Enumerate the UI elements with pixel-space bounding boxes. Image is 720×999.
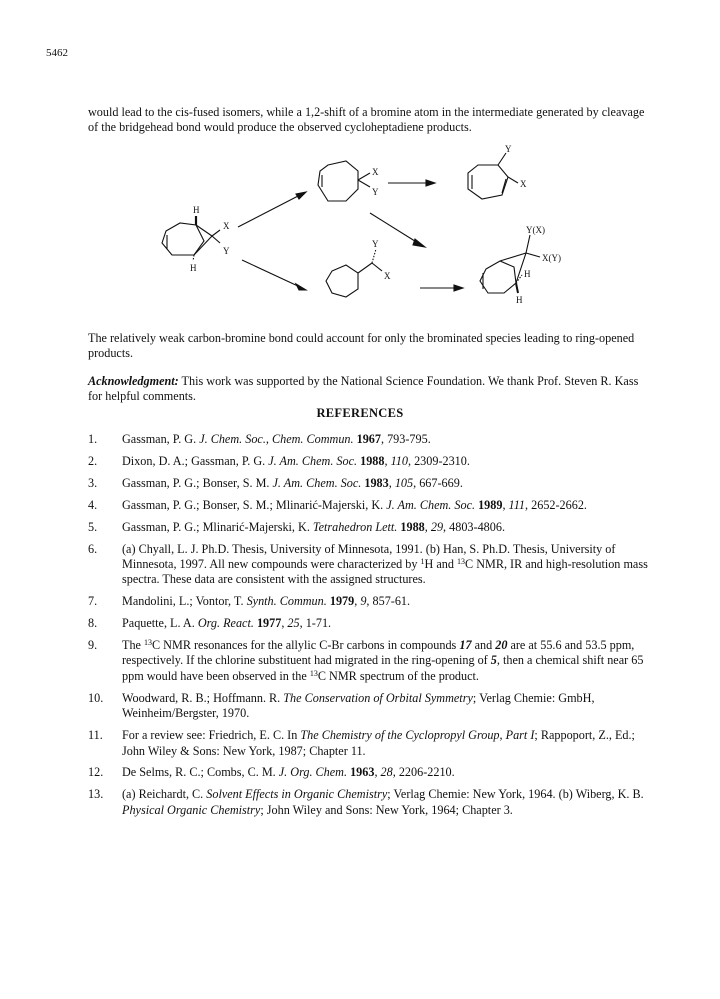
reference-11: 11. For a review see: Friedrich, E. C. In The Chemistry of the Cyclopropyl Group, Part I; Rappoport, Z., Ed.; John Wiley & Sons: New York, 1987; Chapter 11. xyxy=(88,728,635,758)
lower-product-h2-label: H xyxy=(516,295,523,305)
starting-compound xyxy=(162,216,220,261)
acknowledgment-heading: Acknowledgment: xyxy=(88,374,179,388)
reference-4: 4. Gassman, P. G.; Bonser, S. M.; Mlinarić-Majerski, K. J. Am. Chem. Soc. 1989, 111, 2652-2662. xyxy=(88,497,587,512)
page-number: 5462 xyxy=(46,47,68,59)
start-x-label: X xyxy=(223,221,230,231)
references-heading: REFERENCES xyxy=(316,406,404,420)
lower-product-h1-label: H xyxy=(524,269,531,279)
upper-y-label: Y xyxy=(372,187,379,197)
paragraph-bond: The relatively weak carbon-bromine bond could account for only the brominated species leading to ring-opened products. xyxy=(88,331,635,361)
upper-intermediate xyxy=(318,161,370,201)
lower-x-label: X xyxy=(384,271,391,281)
upper-product-x-label: X xyxy=(520,179,527,189)
reference-1: 1. Gassman, P. G. J. Chem. Soc., Chem. Commun. 1967, 793-795. xyxy=(88,432,431,446)
reference-7: 7. Mandolini, L.; Vontor, T. Synth. Commun. 1979, 9, 857-61. xyxy=(88,594,411,609)
reference-13: 13. (a) Reichardt, C. Solvent Effects in Organic Chemistry; Verlag Chemie: New York, 1964. (b) Wiberg, K. B. Physical Organic Chemistry; John Wiley and Sons: New York, 1964; Chapter 3. xyxy=(88,787,644,817)
paragraph-intro: would lead to the cis-fused isomers, while a 1,2-shift of a bromine atom in the intermediate generated by cleavage of the bridgehead bond would produce the observed cycloheptadiene products. xyxy=(88,105,645,135)
lower-y-label: Y xyxy=(372,239,379,249)
reference-5: 5. Gassman, P. G.; Mlinarić-Majerski, K. Tetrahedron Lett. 1988, 29, 4803-4806. xyxy=(88,519,505,534)
upper-product-y-label: Y xyxy=(505,144,512,154)
reference-12: 12. De Selms, R. C.; Combs, C. M. J. Org. Chem. 1963, 28, 2206-2210. xyxy=(88,765,455,780)
reference-9: 9. The $^{13}$C NMR resonances for the allylic C-Br carbons in compounds 17 and 20 are at 55.6 and 53.5 ppm, respectively. If the chlorine substituent had migrated in the ring-opening of 5, then a chemical shift near 65 ppm would have been observed in the $^{13}$C NMR spectrum of the product. xyxy=(88,638,644,683)
start-y-label: Y xyxy=(223,246,230,256)
acknowledgment-text: This work was supported by the National Science Foundation. We thank Prof. Steven R. Kass for helpful comments. xyxy=(88,374,639,404)
lower-intermediate xyxy=(326,249,382,297)
lower-product-xy-label: X(Y) xyxy=(542,253,561,263)
start-h-bottom-label: H xyxy=(190,263,197,273)
references-list xyxy=(88,432,658,825)
reference-3: 3. Gassman, P. G.; Bonser, S. M. J. Am. Chem. Soc. 1983, 105, 667-669. xyxy=(88,475,463,490)
start-h-top-label: H xyxy=(193,205,200,215)
lower-product-yx-label: Y(X) xyxy=(526,225,545,235)
reference-8: 8. Paquette, L. A. Org. React. 1977, 25, 1-71. xyxy=(88,616,332,631)
upper-product xyxy=(468,153,518,199)
lower-product xyxy=(480,235,540,293)
reference-10: 10. Woodward, R. B.; Hoffmann. R. The Conservation of Orbital Symmetry; Verlag Chemie: GmbH, Weinheim/Bergster, 1970. xyxy=(88,690,595,721)
reference-6: 6. (a) Chyall, L. J. Ph.D. Thesis, University of Minnesota, 1991. (b) Han, S. Ph.D. Thesis, University of Minnesota, 1997. All new compounds were characterized by $^1$H and $^{13}$C NMR, IR and high-resolution mass spectra. These data are consistent with the assigned structures. xyxy=(88,541,648,587)
reference-2: 2. Dixon, D. A.; Gassman, P. G. J. Am. Chem. Soc. 1988, 110, 2309-2310. xyxy=(88,453,470,468)
reaction-scheme xyxy=(150,143,590,313)
acknowledgment xyxy=(88,374,648,405)
upper-x-label: X xyxy=(372,167,379,177)
